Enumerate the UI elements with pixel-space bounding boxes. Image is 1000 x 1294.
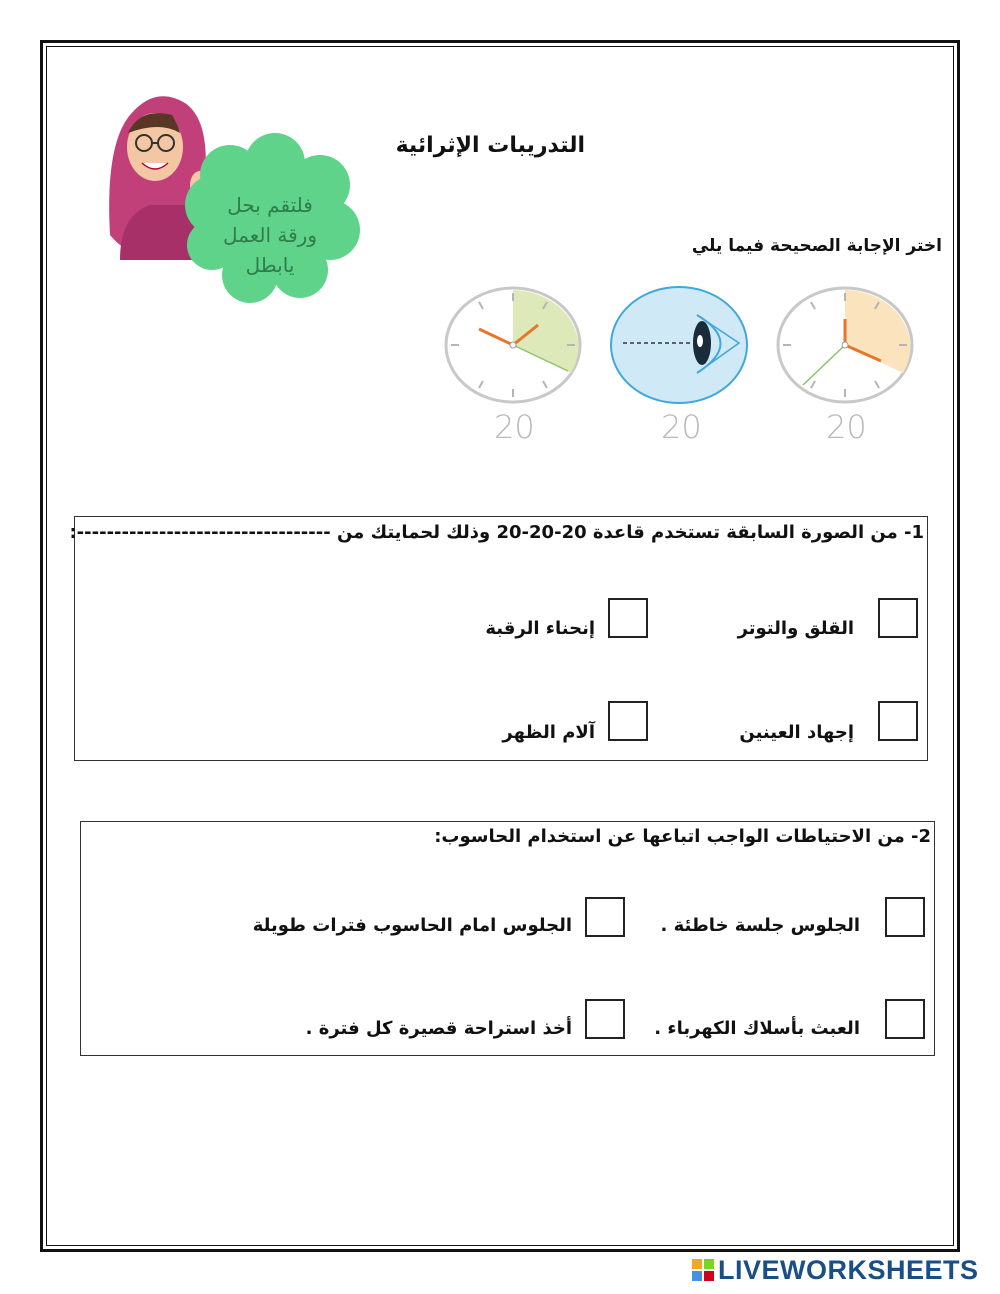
question-1-text: 1- من الصورة السابقة تستخدم قاعدة 20-20-20 وذلك لحمايتك من ----------------------------------:	[69, 522, 924, 543]
bubble-line-3: يابطل	[245, 253, 295, 277]
eye-icon	[609, 285, 749, 405]
option-eye-strain: إجهاد العينين	[739, 722, 854, 743]
checkbox-long-sitting[interactable]	[585, 897, 625, 937]
option-bad-posture: الجلوس جلسة خاطئة .	[660, 915, 860, 936]
option-long-sitting: الجلوس امام الحاسوب فترات طويلة	[252, 915, 572, 936]
option-back-pain: آلام الظهر	[502, 722, 595, 743]
liveworksheets-logo[interactable]	[692, 1255, 979, 1285]
checkbox-anxiety[interactable]	[878, 598, 918, 638]
checkbox-eye-strain[interactable]	[878, 701, 918, 741]
instruction-text: اختر الإجابة الصحيحة فيما يلي	[691, 236, 942, 256]
clock-icon	[775, 285, 915, 405]
logo-blocks-icon	[692, 1259, 714, 1281]
bubble-line-1: فلتقم بحل	[227, 193, 313, 217]
bubble-line-2: ورقة العمل	[223, 223, 317, 247]
brand-name: LIVEWORKSHEETS	[718, 1254, 979, 1285]
option-neck: إنحناء الرقبة	[485, 618, 595, 639]
checkbox-short-break[interactable]	[585, 999, 625, 1039]
option-cables: العبث بأسلاك الكهرباء .	[654, 1018, 860, 1039]
checkbox-back-pain[interactable]	[608, 701, 648, 741]
clock-icon	[443, 285, 583, 405]
rule-number: 20	[494, 408, 535, 446]
question-2-text: 2- من الاحتياطات الواجب اتباعها عن استخدام الحاسوب:	[434, 826, 931, 847]
rule-number: 20	[826, 408, 867, 446]
checkbox-cables[interactable]	[885, 999, 925, 1039]
page-title: التدريبات الإثرائية	[395, 133, 585, 158]
checkbox-neck[interactable]	[608, 598, 648, 638]
rule-number: 20	[661, 408, 702, 446]
teacher-illustration	[100, 85, 390, 305]
option-short-break: أخذ استراحة قصيرة كل فترة .	[305, 1018, 572, 1039]
option-anxiety: القلق والتوتر	[737, 618, 854, 639]
checkbox-bad-posture[interactable]	[885, 897, 925, 937]
